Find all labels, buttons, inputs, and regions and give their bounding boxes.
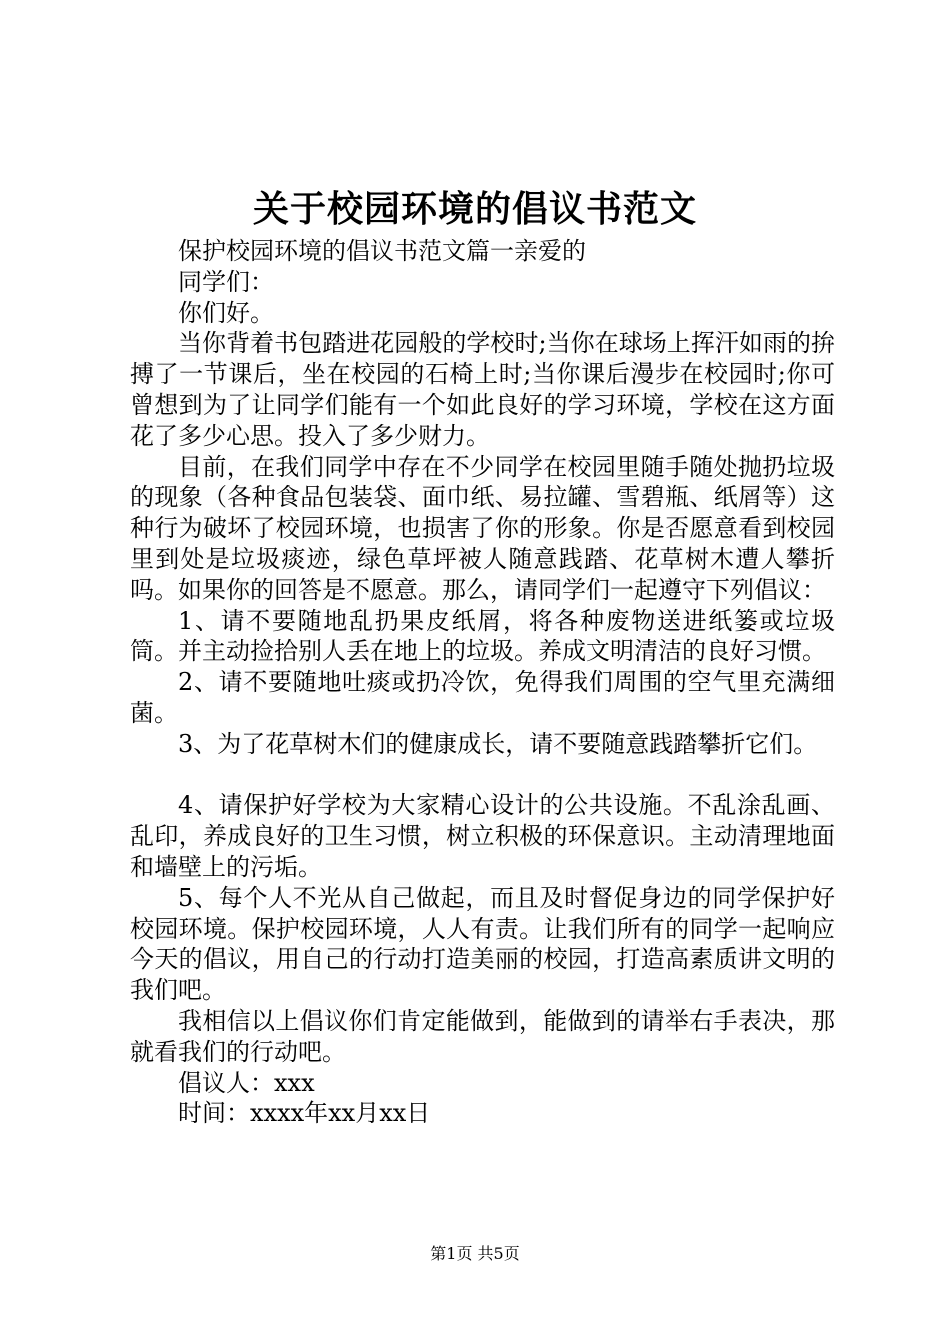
signature-line: 倡议人：xxx [178, 1068, 315, 1097]
paragraph-body-1: 当你背着书包踏进花园般的学校时;当你在球场上挥汗如雨的拚搏了一节课后，坐在校园的石椅上时;当你课后漫步在校园时;你可曾想到为了让同学们能有一个如此良好的学习环境，学校在这方面花了多少心思。投入了多少财力。 [130, 329, 835, 450]
proposal-item-2: 2、请不要随地吐痰或扔冷饮，免得我们周围的空气里充满细菌。 [130, 668, 835, 727]
paragraph-greeting: 你们好。 [178, 298, 274, 327]
paragraph-closing: 我相信以上倡议你们肯定能做到，能做到的请举右手表决，那就看我们的行动吧。 [130, 1006, 835, 1066]
blank-line [130, 760, 835, 791]
proposal-item-1: 1、请不要随地乱扔果皮纸屑，将各种废物送进纸篓或垃圾筒。并主动捡拾别人丢在地上的垃圾。养成文明清洁的良好习惯。 [130, 606, 835, 666]
document-body [130, 236, 835, 1129]
paragraph-body-2: 目前，在我们同学中存在不少同学在校园里随手随处抛扔垃圾的现象（各种食品包装袋、面巾纸、易拉罐、雪碧瓶、纸屑等）这种行为破坏了校园环境，也损害了你的形象。你是否愿意看到校园里到处是垃圾痰迹，绿色草坪被人随意践踏、花草树木遭人攀折吗。如果你的回答是不愿意。那么，请同学们一起遵守下列倡议： [130, 452, 835, 604]
page-number: 第1页 共5页 [430, 1244, 520, 1263]
paragraph-intro: 保护校园环境的倡议书范文篇一亲爱的 [178, 237, 586, 265]
document-title: 关于校园环境的倡议书范文 [252, 188, 697, 230]
date-line: 时间：xxxx年xx月xx日 [178, 1099, 431, 1128]
paragraph-salutation: 同学们： [178, 267, 274, 296]
proposal-item-4: 4、请保护好学校为大家精心设计的公共设施。不乱涂乱画、乱印，养成良好的卫生习惯，树立积极的环保意识。主动清理地面和墙壁上的污垢。 [130, 791, 835, 881]
proposal-item-5: 5、每个人不光从自己做起，而且及时督促身边的同学保护好校园环境。保护校园环境，人人有责。让我们所有的同学一起响应今天的倡议，用自己的行动打造美丽的校园，打造高素质讲文明的我们吧。 [130, 883, 835, 1005]
proposal-item-3: 3、为了花草树木们的健康成长，请不要随意践踏攀折它们。 [178, 729, 818, 758]
